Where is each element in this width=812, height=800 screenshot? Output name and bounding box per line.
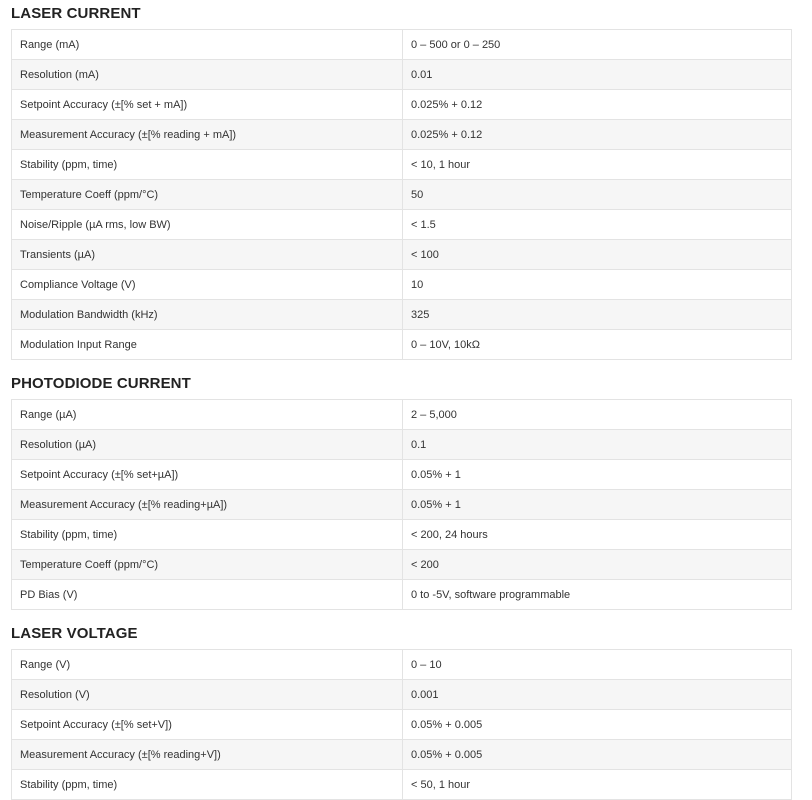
spec-value: 0.05% + 1 (403, 460, 792, 490)
section-title-laser-voltage: LASER VOLTAGE (11, 625, 138, 642)
table-row (12, 90, 792, 120)
spec-value: 0 – 500 or 0 – 250 (403, 30, 792, 60)
spec-value: 0 to -5V, software programmable (403, 580, 792, 610)
table-row (12, 740, 792, 770)
section-title-photodiode-current: PHOTODIODE CURRENT (11, 375, 191, 392)
spec-value: < 1.5 (403, 210, 792, 240)
spec-label: PD Bias (V) (12, 580, 403, 610)
table-row (12, 180, 792, 210)
spec-table-laser-voltage (11, 649, 792, 800)
spec-label: Modulation Bandwidth (kHz) (12, 300, 403, 330)
table-row (12, 270, 792, 300)
spec-value: < 100 (403, 240, 792, 270)
spec-label: Temperature Coeff (ppm/°C) (12, 180, 403, 210)
spec-value: 325 (403, 300, 792, 330)
spec-value: 0.01 (403, 60, 792, 90)
spec-label: Setpoint Accuracy (±[% set + mA]) (12, 90, 403, 120)
table-row (12, 520, 792, 550)
spec-label: Stability (ppm, time) (12, 520, 403, 550)
spec-value: < 50, 1 hour (403, 770, 792, 800)
table-row (12, 650, 792, 680)
spec-value: 0.025% + 0.12 (403, 120, 792, 150)
spec-label: Stability (ppm, time) (12, 770, 403, 800)
spec-value: 50 (403, 180, 792, 210)
table-row (12, 150, 792, 180)
spec-value: < 200, 24 hours (403, 520, 792, 550)
spec-value: 0 – 10 (403, 650, 792, 680)
spec-value: 0.001 (403, 680, 792, 710)
spec-value: < 200 (403, 550, 792, 580)
table-row (12, 460, 792, 490)
spec-value: < 10, 1 hour (403, 150, 792, 180)
spec-label: Temperature Coeff (ppm/°C) (12, 550, 403, 580)
table-row (12, 330, 792, 360)
table-row (12, 770, 792, 800)
table-row (12, 60, 792, 90)
spec-label: Resolution (mA) (12, 60, 403, 90)
table-row (12, 490, 792, 520)
spec-label: Resolution (V) (12, 680, 403, 710)
spec-value: 0.1 (403, 430, 792, 460)
table-row (12, 710, 792, 740)
table-row (12, 240, 792, 270)
spec-label: Setpoint Accuracy (±[% set+µA]) (12, 460, 403, 490)
table-row (12, 430, 792, 460)
spec-label: Modulation Input Range (12, 330, 403, 360)
spec-label: Resolution (µA) (12, 430, 403, 460)
table-row (12, 680, 792, 710)
spec-value: 0.025% + 0.12 (403, 90, 792, 120)
spec-table-laser-current (11, 29, 792, 360)
spec-value: 0 – 10V, 10kΩ (403, 330, 792, 360)
spec-label: Transients (µA) (12, 240, 403, 270)
table-row (12, 120, 792, 150)
table-row (12, 580, 792, 610)
spec-label: Noise/Ripple (µA rms, low BW) (12, 210, 403, 240)
table-row (12, 210, 792, 240)
spec-label: Range (V) (12, 650, 403, 680)
spec-label: Measurement Accuracy (±[% reading + mA]) (12, 120, 403, 150)
spec-label: Setpoint Accuracy (±[% set+V]) (12, 710, 403, 740)
spec-value: 0.05% + 0.005 (403, 740, 792, 770)
spec-value: 0.05% + 0.005 (403, 710, 792, 740)
spec-label: Measurement Accuracy (±[% reading+V]) (12, 740, 403, 770)
spec-label: Stability (ppm, time) (12, 150, 403, 180)
table-row (12, 30, 792, 60)
table-row (12, 300, 792, 330)
spec-label: Range (µA) (12, 400, 403, 430)
spec-value: 0.05% + 1 (403, 490, 792, 520)
spec-table-photodiode-current (11, 399, 792, 610)
spec-label: Range (mA) (12, 30, 403, 60)
table-row (12, 550, 792, 580)
spec-value: 2 – 5,000 (403, 400, 792, 430)
table-row (12, 400, 792, 430)
section-title-laser-current: LASER CURRENT (11, 5, 141, 22)
spec-label: Compliance Voltage (V) (12, 270, 403, 300)
spec-value: 10 (403, 270, 792, 300)
spec-label: Measurement Accuracy (±[% reading+µA]) (12, 490, 403, 520)
